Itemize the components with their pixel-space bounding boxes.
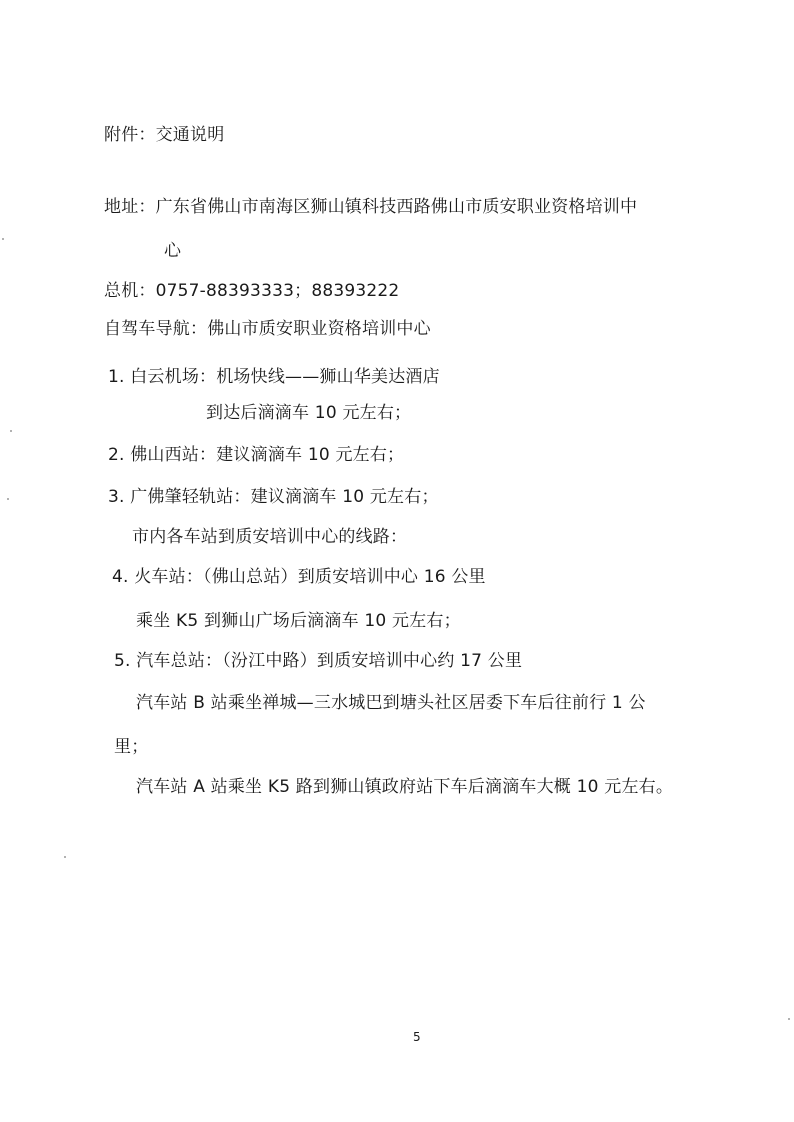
attachment-title: 附件：交通说明 <box>104 125 225 145</box>
city-routes-heading: 市内各车站到质安培训中心的线路： <box>132 527 408 547</box>
route-item-5-note-b-line-2: 里； <box>114 737 149 757</box>
phone-line: 总机：0757-88393333；88393222 <box>104 281 400 301</box>
route-item-5-note-b-line-1: 汽车站 B 站乘坐禅城—三水城巴到塘头社区居委下车后往前行 1 公 <box>136 693 646 713</box>
scan-speck <box>7 498 9 500</box>
address-line-1: 地址：广东省佛山市南海区狮山镇科技西路佛山市质安职业资格培训中 <box>104 197 638 217</box>
route-item-3: 3. 广佛肇轻轨站：建议滴滴车 10 元左右； <box>108 487 439 507</box>
scan-speck <box>10 430 12 432</box>
scan-speck <box>2 238 4 240</box>
route-item-5: 5. 汽车总站：（汾江中路）到质安培训中心约 17 公里 <box>114 651 523 671</box>
address-line-2: 心 <box>164 241 182 261</box>
route-item-1-note: 到达后滴滴车 10 元左右； <box>206 403 412 423</box>
route-item-1: 1. 白云机场：机场快线——狮山华美达酒店 <box>108 367 440 387</box>
route-item-2: 2. 佛山西站：建议滴滴车 10 元左右； <box>108 445 405 465</box>
page-number: 5 <box>413 1030 421 1044</box>
scan-speck <box>64 856 66 858</box>
self-drive-line: 自驾车导航：佛山市质安职业资格培训中心 <box>104 319 431 339</box>
route-item-5-note-a: 汽车站 A 站乘坐 K5 路到狮山镇政府站下车后滴滴车大概 10 元左右。 <box>136 777 674 797</box>
route-item-4-note: 乘坐 K5 到狮山广场后滴滴车 10 元左右； <box>136 611 461 631</box>
route-item-4: 4. 火车站：（佛山总站）到质安培训中心 16 公里 <box>112 567 486 587</box>
scan-speck <box>788 1018 790 1020</box>
